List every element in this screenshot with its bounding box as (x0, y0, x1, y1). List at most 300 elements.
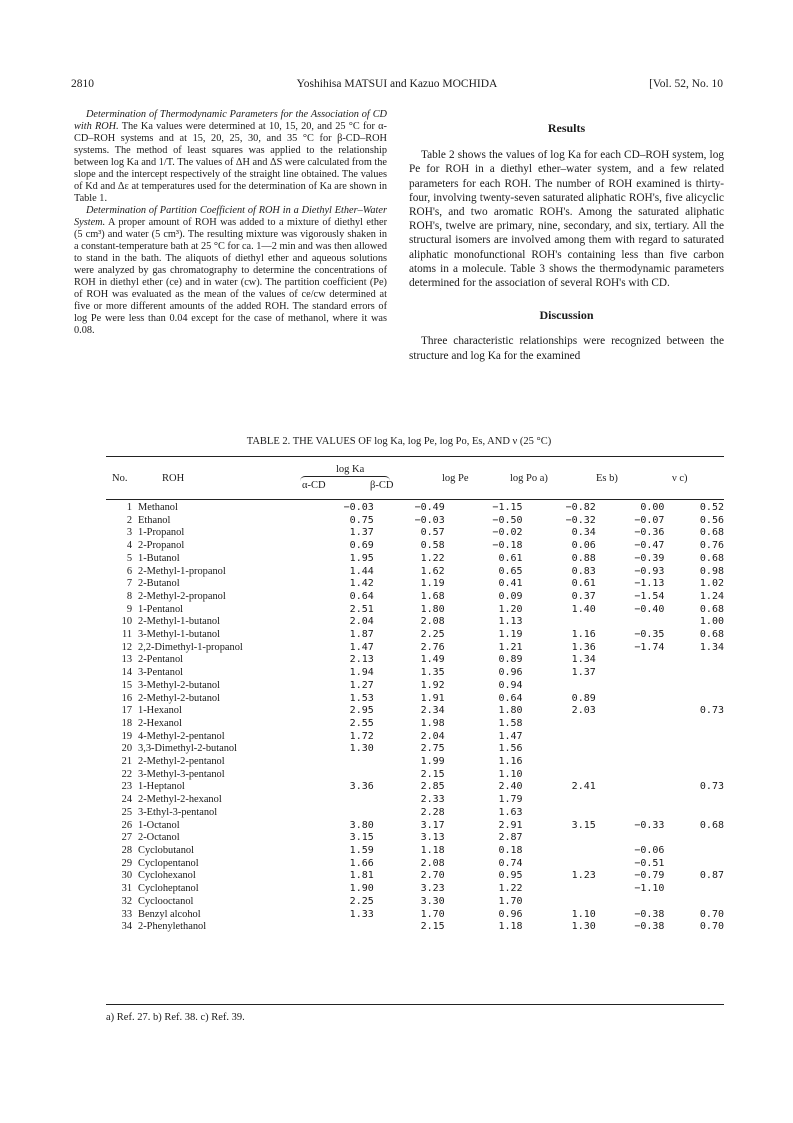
es-cell: −1.13 (634, 578, 665, 590)
paragraph-partition (74, 205, 387, 337)
table-row (106, 832, 724, 845)
logpo-cell (523, 794, 596, 807)
paragraph-title: Determination of Thermodynamic Parameters for the Association of CD with ROH. (74, 109, 387, 132)
logpe-cell: 1.18 (498, 921, 523, 933)
roh-name-cell: 3-Pentanol (138, 667, 184, 679)
logpo-cell: 0.61 (571, 578, 596, 590)
es-cell (596, 769, 665, 782)
table-row (106, 566, 724, 579)
logka-bcd-cell: 2.15 (420, 921, 445, 933)
table-row (106, 731, 724, 744)
roh-name-cell: Benzyl alcohol (138, 908, 201, 920)
roh-name-cell: 2-Propanol (138, 540, 185, 552)
logka-acd-cell (305, 756, 374, 769)
roh-name-cell: 3,3-Dimethyl-2-butanol (138, 743, 238, 755)
nu-cell (664, 769, 724, 782)
es-cell: −0.39 (634, 552, 665, 564)
row-number-cell: 14 (121, 667, 133, 679)
roh-name-cell: 2-Methyl-2-pentanol (138, 756, 225, 768)
es-cell: −1.10 (634, 883, 665, 895)
roh-name-cell: 2-Methyl-2-butanol (138, 692, 220, 704)
header-logka: log Ka (336, 464, 365, 475)
nu-cell: 0.68 (699, 819, 724, 831)
row-number-cell: 16 (121, 692, 133, 704)
table-row (106, 693, 724, 706)
table-row (106, 527, 724, 540)
logpo-cell: −0.82 (565, 502, 596, 513)
logka-bcd-cell: 2.76 (420, 641, 445, 653)
roh-name-cell: 1-Propanol (138, 527, 185, 539)
table-row (106, 858, 724, 871)
table-row (106, 502, 724, 515)
nu-cell (664, 731, 724, 744)
row-number-cell: 19 (121, 730, 133, 742)
logpe-cell: 1.19 (498, 629, 523, 641)
logpe-cell: 2.40 (498, 781, 523, 793)
nu-cell: 0.73 (699, 781, 724, 793)
logpe-cell: 0.74 (498, 857, 523, 869)
discussion-heading: Discussion (539, 308, 594, 323)
logpe-cell: 1.56 (498, 743, 523, 755)
roh-name-cell: 1-Heptanol (138, 781, 185, 793)
es-cell: −0.33 (634, 819, 665, 831)
logka-acd-cell: 3.80 (349, 819, 374, 831)
table-row (106, 807, 724, 820)
nu-cell (664, 807, 724, 820)
nu-cell (664, 896, 724, 909)
roh-name-cell: Ethanol (138, 514, 171, 526)
roh-name-cell: 2-Butanol (138, 578, 180, 590)
logpe-cell: 0.64 (498, 692, 523, 704)
es-cell (596, 667, 665, 680)
logpo-cell (523, 769, 596, 782)
logka-bcd-cell: 1.49 (420, 654, 445, 666)
logka-bcd-cell: 1.35 (420, 667, 445, 679)
logka-acd-cell: 1.81 (349, 870, 374, 882)
es-cell: −1.54 (634, 590, 665, 602)
table-row (106, 629, 724, 642)
logpo-cell (523, 832, 596, 845)
es-cell (596, 807, 665, 820)
logka-bcd-cell: 3.17 (420, 819, 445, 831)
row-number-cell: 29 (121, 857, 133, 869)
paragraph-text: The Ka values were determined at 10, 15, 20, and 25 °C for α-CD–ROH systems and at 15, 20, 25, 30, and 35 °C for β-CD–ROH systems. The method of least squares was applied to the relationship between log Ka and 1/T. The values of ΔH and ΔS were calculated from the slope and the intercept respectively of the straight line obtained. The values of Kd and Δε at temperatures used for the determination of Ka are shown in Table 1. (74, 121, 387, 204)
row-number-cell: 22 (121, 768, 133, 780)
header-no: No. (112, 473, 128, 484)
roh-name-cell: 2-Methyl-2-propanol (138, 590, 226, 602)
es-cell: −0.40 (634, 603, 665, 615)
logpe-cell: 2.87 (498, 832, 523, 844)
logka-bcd-cell: 2.08 (420, 616, 445, 628)
logpe-cell: −1.15 (492, 502, 523, 513)
logka-bcd-cell: 2.70 (420, 870, 445, 882)
logpe-cell: 1.47 (498, 730, 523, 742)
row-number-cell: 20 (121, 743, 133, 755)
logpe-cell: 0.09 (498, 590, 523, 602)
table-row (106, 705, 724, 718)
logka-bcd-cell: 1.98 (420, 717, 445, 729)
logka-acd-cell: 3.15 (349, 832, 374, 844)
es-cell (596, 654, 665, 667)
logka-acd-cell: 1.94 (349, 667, 374, 679)
row-number-cell: 7 (126, 578, 133, 590)
logpe-cell: 1.22 (498, 883, 523, 895)
logpo-cell (523, 718, 596, 731)
roh-name-cell: Methanol (138, 502, 178, 513)
logpo-cell: 3.15 (571, 819, 596, 831)
es-cell (596, 794, 665, 807)
nu-cell: 0.73 (699, 705, 724, 717)
nu-cell: 0.52 (699, 502, 724, 513)
roh-name-cell: Cyclobutanol (138, 844, 195, 856)
logpe-cell: 0.94 (498, 679, 523, 691)
logpe-cell: 1.21 (498, 641, 523, 653)
table-row (106, 909, 724, 922)
logka-bcd-cell: 1.80 (420, 603, 445, 615)
logka-bcd-cell: 3.13 (420, 832, 445, 844)
table-row (106, 794, 724, 807)
logka-acd-cell: 1.47 (349, 641, 374, 653)
nu-cell (664, 680, 724, 693)
row-number-cell: 28 (121, 844, 133, 856)
running-authors: Yoshihisa MATSUI and Kazuo MOCHIDA (296, 78, 498, 90)
roh-name-cell: 3-Methyl-1-butanol (138, 629, 220, 641)
header-roh: ROH (162, 473, 185, 484)
nu-cell (664, 883, 724, 896)
logka-bcd-cell: 1.99 (420, 756, 445, 768)
logka-bcd-cell: 1.18 (420, 844, 445, 856)
logpo-cell: 0.37 (571, 590, 596, 602)
roh-name-cell: Cyclooctanol (138, 895, 194, 907)
roh-name-cell: 2-Pentanol (138, 654, 184, 666)
row-number-cell: 23 (121, 781, 133, 793)
logka-bcd-cell: 0.58 (420, 540, 445, 552)
nu-cell: 0.98 (699, 565, 724, 577)
roh-name-cell: Cyclopentanol (138, 857, 199, 869)
logpo-cell: 0.34 (571, 527, 596, 539)
paragraph-thermodynamic (74, 109, 387, 205)
es-cell (596, 718, 665, 731)
logpo-cell: 1.36 (571, 641, 596, 653)
es-cell (596, 743, 665, 756)
logpo-cell: 1.40 (571, 603, 596, 615)
nu-cell: 0.76 (699, 540, 724, 552)
logka-acd-cell: 1.66 (349, 857, 374, 869)
running-header (71, 78, 723, 94)
logpo-cell: 1.16 (571, 629, 596, 641)
table-row (106, 680, 724, 693)
logka-bcd-cell: 2.15 (420, 768, 445, 780)
results-heading: Results (547, 121, 586, 135)
table-row (106, 578, 724, 591)
header-bcd: β-CD (370, 480, 394, 491)
roh-name-cell: 3-Ethyl-3-pentanol (138, 806, 218, 818)
volume-info: [Vol. 52, No. 10 (649, 78, 723, 90)
nu-cell (664, 794, 724, 807)
logka-bcd-cell: 3.30 (420, 895, 445, 907)
roh-name-cell: 1-Hexanol (138, 705, 182, 717)
logka-bcd-cell: 2.25 (420, 629, 445, 641)
table-row (106, 604, 724, 617)
nu-cell (664, 756, 724, 769)
logka-bcd-cell: 1.68 (420, 590, 445, 602)
logka-bcd-cell: 1.62 (420, 565, 445, 577)
logpo-cell (523, 743, 596, 756)
logpo-cell: 2.41 (571, 781, 596, 793)
nu-cell (664, 667, 724, 680)
logka-acd-cell: 1.90 (349, 883, 374, 895)
nu-cell: 0.68 (699, 527, 724, 539)
logpo-cell: 0.83 (571, 565, 596, 577)
es-cell (596, 756, 665, 769)
row-number-cell: 2 (126, 514, 133, 526)
row-number-cell: 18 (121, 717, 133, 729)
nu-cell (664, 743, 724, 756)
roh-name-cell: 2-Hexanol (138, 717, 182, 729)
logpo-cell: 0.89 (571, 692, 596, 704)
nu-cell (664, 718, 724, 731)
row-number-cell: 8 (126, 590, 133, 602)
logka-acd-cell: 0.64 (349, 590, 374, 602)
table-row (106, 718, 724, 731)
logka-acd-cell: 1.30 (349, 743, 374, 755)
logpo-cell (523, 896, 596, 909)
table-bottom-rule (106, 1004, 724, 1005)
logka-acd-cell: 2.55 (349, 717, 374, 729)
row-number-cell: 10 (121, 616, 133, 628)
roh-name-cell: 1-Pentanol (138, 603, 184, 615)
logpo-cell: 0.88 (571, 552, 596, 564)
logka-acd-cell (305, 921, 374, 934)
es-cell (596, 616, 665, 629)
row-number-cell: 5 (126, 552, 133, 564)
nu-cell: 0.56 (699, 514, 724, 526)
es-cell: −0.07 (634, 514, 665, 526)
table-row (106, 883, 724, 896)
logka-bcd-cell: 1.91 (420, 692, 445, 704)
logka-acd-cell: 1.87 (349, 629, 374, 641)
row-number-cell: 33 (121, 908, 133, 920)
logka-acd-cell (305, 769, 374, 782)
table-row (106, 896, 724, 909)
logpo-cell: 1.10 (571, 908, 596, 920)
row-number-cell: 9 (126, 603, 133, 615)
row-number-cell: 13 (121, 654, 133, 666)
logpe-cell: 1.58 (498, 717, 523, 729)
row-number-cell: 11 (122, 629, 133, 641)
logpe-cell: 1.70 (498, 895, 523, 907)
logka-bcd-cell: 2.34 (420, 705, 445, 717)
logpo-cell: 1.34 (571, 654, 596, 666)
logka-acd-cell (305, 794, 374, 807)
page-number: 2810 (71, 78, 94, 90)
table-body (106, 502, 724, 934)
table-header (106, 464, 724, 494)
logpe-cell: −0.18 (492, 540, 523, 552)
logka-acd-cell: 1.53 (349, 692, 374, 704)
logpo-cell (523, 616, 596, 629)
logpe-cell: 0.65 (498, 565, 523, 577)
logka-bcd-cell: 1.70 (420, 908, 445, 920)
nu-cell: 0.68 (699, 629, 724, 641)
es-cell (596, 705, 665, 718)
logpe-cell: 0.95 (498, 870, 523, 882)
table-row (106, 591, 724, 604)
logpe-cell: 1.63 (498, 806, 523, 818)
table-row (106, 667, 724, 680)
logka-acd-cell: 1.42 (349, 578, 374, 590)
logpe-cell: 0.18 (498, 844, 523, 856)
header-acd: α-CD (302, 480, 326, 491)
logpe-cell: −0.50 (492, 514, 523, 526)
row-number-cell: 26 (121, 819, 133, 831)
nu-cell (664, 858, 724, 871)
logka-bcd-cell: 2.08 (420, 857, 445, 869)
results-paragraph: Table 2 shows the values of log Ka for each CD–ROH system, log Pe for ROH in a diethyl ether–water system, and a few related parameters for each ROH. The number of ROH examined is thirty-four, involving twenty-seven saturated aliphatic ROH's, five alicyclic ROH's, and two aromatic ROH's. Among the saturated aliphatic ROH's, twelve are primary, nine, secondary, and six, tertiary. All the structural isomers are involved among them with regard to saturated aliphatic monofunctional ROH's containing less than five carbon atoms in a molecule. Table 3 shows the thermodynamic parameters determined for the association of several ROH's with CD. (409, 149, 724, 290)
row-number-cell: 6 (126, 565, 133, 577)
logka-acd-cell: 0.75 (349, 514, 374, 526)
row-number-cell: 21 (121, 756, 133, 768)
table-row (106, 781, 724, 794)
logka-bcd-cell: 1.92 (420, 679, 445, 691)
row-number-cell: 17 (121, 705, 133, 717)
logka-acd-cell: 1.59 (349, 844, 374, 856)
nu-cell: 0.68 (699, 603, 724, 615)
logpo-cell: 2.03 (571, 705, 596, 717)
es-cell: −0.47 (634, 540, 665, 552)
logpo-cell (523, 845, 596, 858)
logpe-cell: 1.20 (498, 603, 523, 615)
table-row (106, 540, 724, 553)
nu-cell (664, 832, 724, 845)
row-number-cell: 12 (121, 641, 133, 653)
table-row (106, 616, 724, 629)
logpe-cell: 1.13 (498, 616, 523, 628)
logpe-cell: 2.91 (498, 819, 523, 831)
logpe-cell: 0.41 (498, 578, 523, 590)
logpo-cell: 1.37 (571, 667, 596, 679)
roh-name-cell: Cycloheptanol (138, 883, 199, 895)
es-cell (596, 680, 665, 693)
logka-bcd-cell: 2.85 (420, 781, 445, 793)
header-nu: ν c) (672, 473, 688, 484)
logka-acd-cell: 1.33 (349, 908, 374, 920)
table-row (106, 870, 724, 883)
logka-bcd-cell: 1.19 (420, 578, 445, 590)
row-number-cell: 30 (121, 870, 133, 882)
es-cell: −0.36 (634, 527, 665, 539)
roh-name-cell: 1-Octanol (138, 819, 180, 831)
paragraph-title: Determination of Partition Coefficient of ROH in a Diethyl Ether–Water System. (74, 205, 387, 228)
table-row (106, 654, 724, 667)
logka-acd-cell: 3.36 (349, 781, 374, 793)
nu-cell: 0.70 (699, 908, 724, 920)
nu-cell: 1.24 (699, 590, 724, 602)
logka-acd-cell: 2.51 (349, 603, 374, 615)
es-cell: 0.00 (640, 502, 665, 513)
header-logpe: log Pe (442, 473, 469, 484)
logpe-cell: 1.80 (498, 705, 523, 717)
logpe-cell: 1.16 (498, 756, 523, 768)
logka-acd-cell: 2.95 (349, 705, 374, 717)
logka-acd-cell: 2.25 (349, 895, 374, 907)
logka-bcd-cell: 2.28 (420, 806, 445, 818)
row-number-cell: 3 (126, 527, 133, 539)
roh-name-cell: 2-Phenylethanol (138, 921, 207, 933)
data-table (106, 502, 724, 934)
paragraph-text: A proper amount of ROH was added to a mixture of diethyl ether (5 cm³) and water (5 cm³). The resulting mixture was vigorously shaken in a constant-temperature bath at 25 °C for ca. 1—2 min and was then allowed to stand in the bath. The aliquots of diethyl ether and aqueous solutions were analyzed by gas chromatography to determine the concentrations of ROH in diethyl ether (ce) and in water (cw). The partition coefficient (Pe) of ROH was evaluated as the mean of the values of ce/cw determined at five or more different amounts of the added ROH. The standard errors of log Pe were less than 0.04 except for the case of methanol, where it was 0.08. (74, 217, 387, 336)
logpe-cell: 0.96 (498, 667, 523, 679)
logpo-cell (523, 883, 596, 896)
roh-name-cell: 1-Butanol (138, 552, 180, 564)
es-cell (596, 896, 665, 909)
roh-name-cell: 4-Methyl-2-pentanol (138, 730, 225, 742)
row-number-cell: 32 (121, 895, 133, 907)
logka-acd-cell: 1.37 (349, 527, 374, 539)
table-top-rule (106, 456, 724, 457)
row-number-cell: 4 (126, 540, 133, 552)
roh-name-cell: 3-Methyl-3-pentanol (138, 768, 225, 780)
logpo-cell: 1.30 (571, 921, 596, 933)
logpo-cell (523, 680, 596, 693)
es-cell (596, 693, 665, 706)
logpe-cell: 0.89 (498, 654, 523, 666)
es-cell: −1.74 (634, 641, 665, 653)
row-number-cell: 1 (126, 502, 133, 513)
nu-cell: 0.70 (699, 921, 724, 933)
roh-name-cell: 3-Methyl-2-butanol (138, 679, 220, 691)
nu-cell (664, 654, 724, 667)
table-row (106, 820, 724, 833)
logpe-cell: 1.79 (498, 794, 523, 806)
discussion-paragraph: Three characteristic relationships were recognized between the structure and log Ka for the examined (409, 335, 724, 362)
nu-cell: 1.00 (699, 616, 724, 628)
logpo-cell (523, 807, 596, 820)
logpe-cell: 0.61 (498, 552, 523, 564)
logka-bcd-cell: 2.75 (420, 743, 445, 755)
roh-name-cell: Cyclohexanol (138, 870, 196, 882)
logpo-cell: 1.23 (571, 870, 596, 882)
table-row (106, 642, 724, 655)
logka-bcd-cell: −0.49 (414, 502, 445, 513)
es-cell: −0.79 (634, 870, 665, 882)
logka-bcd-cell: −0.03 (414, 514, 445, 526)
logka-bcd-cell: 0.57 (420, 527, 445, 539)
nu-cell: 1.02 (699, 578, 724, 590)
logka-bcd-cell: 2.33 (420, 794, 445, 806)
logka-bcd-cell: 3.23 (420, 883, 445, 895)
nu-cell: 0.87 (699, 870, 724, 882)
header-es: Es b) (596, 473, 618, 484)
es-cell: −0.06 (634, 844, 665, 856)
roh-name-cell: 2,2-Dimethyl-1-propanol (138, 641, 243, 653)
es-cell: −0.35 (634, 629, 665, 641)
row-number-cell: 24 (121, 794, 133, 806)
logka-acd-cell: −0.03 (343, 502, 374, 513)
table-row (106, 553, 724, 566)
es-cell: −0.38 (634, 908, 665, 920)
es-cell (596, 731, 665, 744)
nu-cell (664, 693, 724, 706)
logka-acd-cell: 0.69 (349, 540, 374, 552)
logpo-cell: −0.32 (565, 514, 596, 526)
logpo-cell (523, 858, 596, 871)
logka-acd-cell: 1.27 (349, 679, 374, 691)
logpo-cell (523, 731, 596, 744)
es-cell: −0.93 (634, 565, 665, 577)
table-header-rule (106, 499, 724, 500)
logka-acd-cell: 2.04 (349, 616, 374, 628)
